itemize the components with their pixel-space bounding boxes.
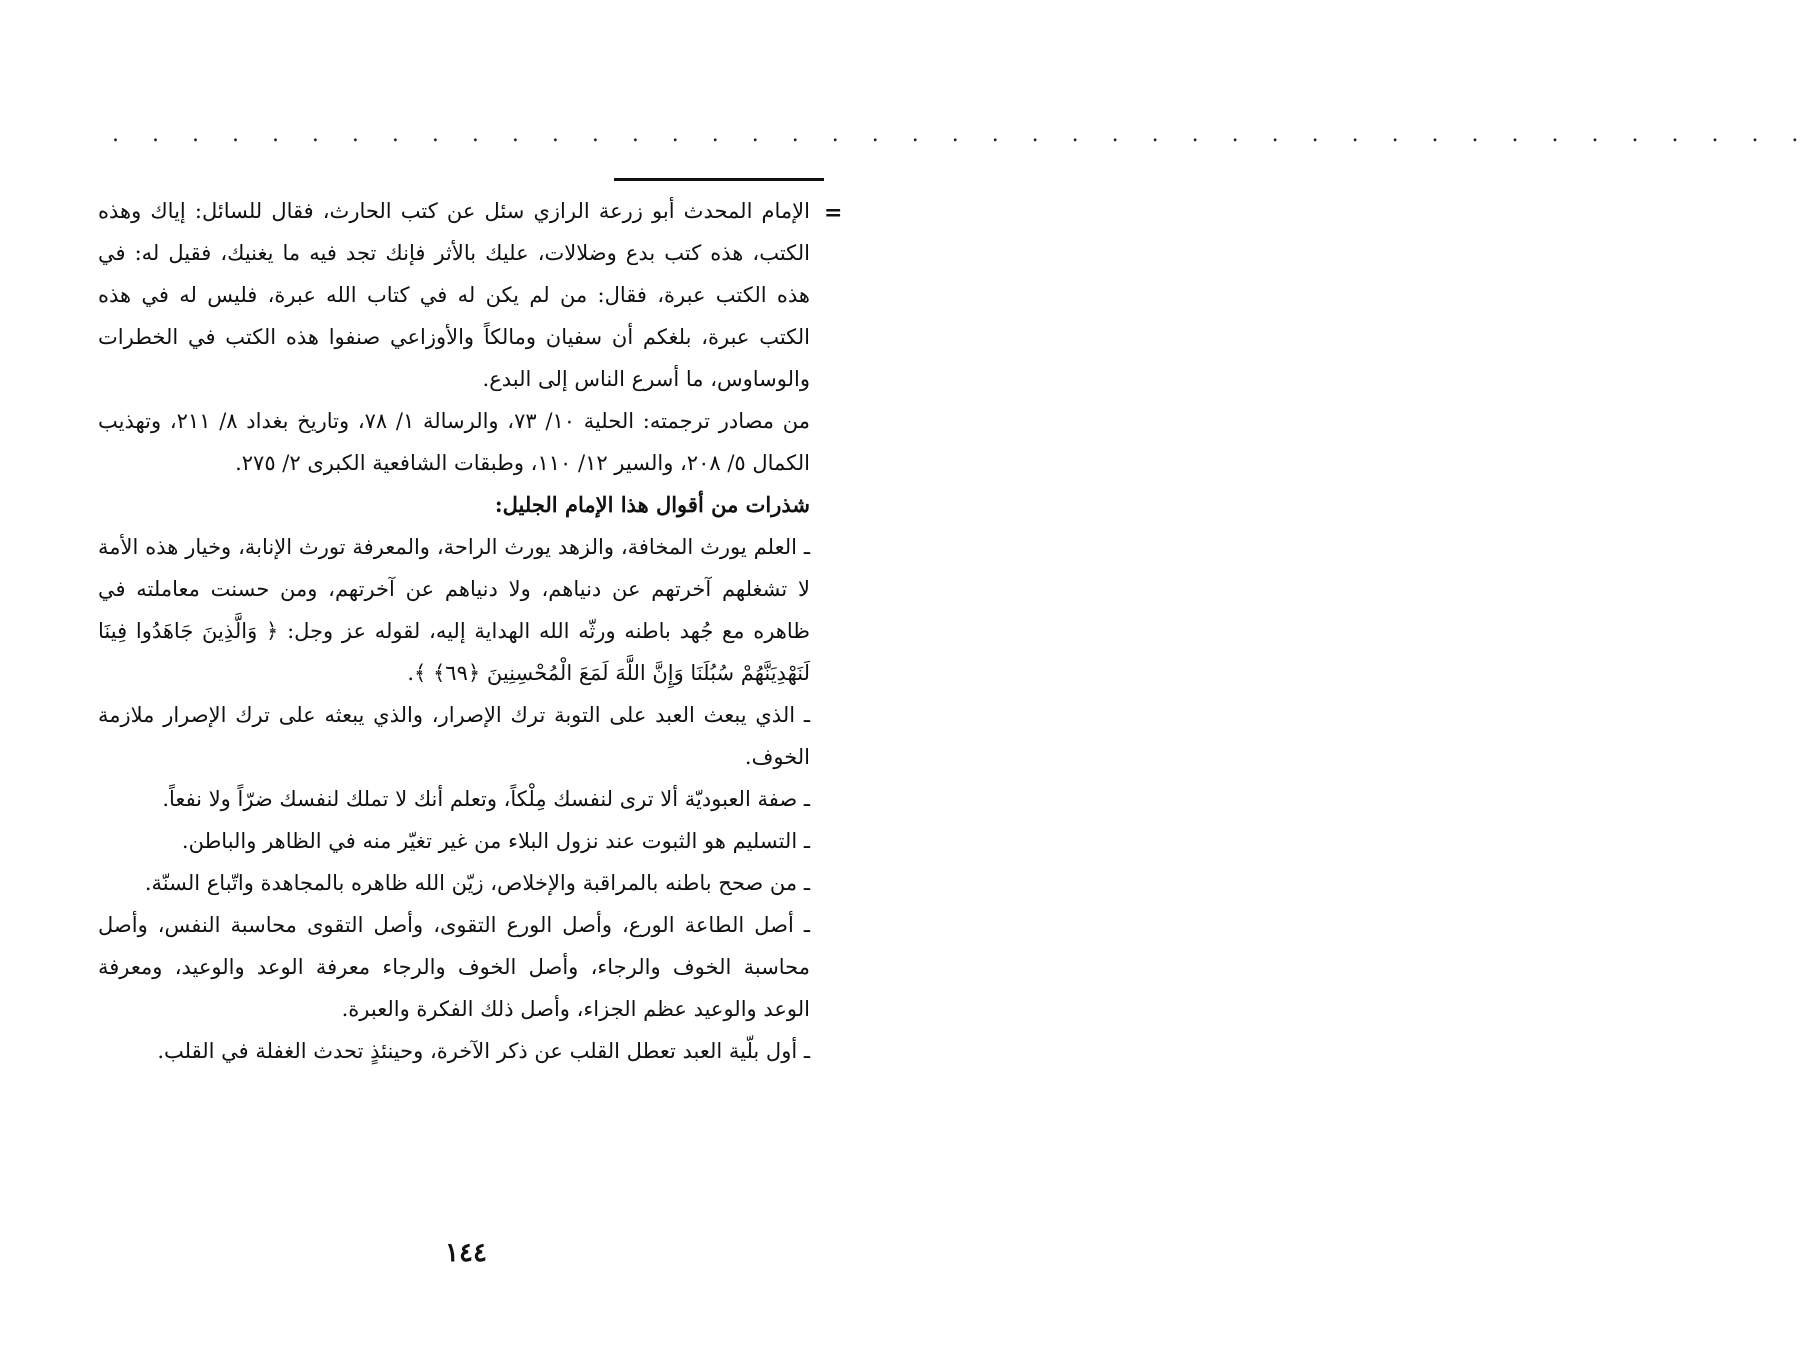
page-body-text [98, 190, 810, 1072]
footnote-paragraph: الإمام المحدث أبو زرعة الرازي سئل عن كتب الحارث، فقال للسائل: إياك وهذه الكتب، هذه كتب بدع وضلالات، عليك بالأثر فإنك تجد فيه ما يغنيك، فقيل له: في هذه الكتب عبرة، فقال: من لم يكن له في كتاب الله عبرة، فليس له في هذه الكتب عبرة، بلغكم أن سفيان ومالكاً والأوزاعي صنفوا هذه الكتب في الخطرات والوساوس، ما أسرع الناس إلى البدع. [98, 199, 810, 391]
saying-paragraph: ـ أول بلّية العبد تعطل القلب عن ذكر الآخرة، وحينئذٍ تحدث الغفلة في القلب. [157, 1039, 810, 1063]
sources-paragraph: من مصادر ترجمته: الحلية ١٠/ ٧٣، والرسالة ١/ ٧٨، وتاريخ بغداد ٨/ ٢١١، وتهذيب الكمال ٥/ ٢٠٨، والسير ١٢/ ١١٠، وطبقات الشافعية الكبرى ٢/ ٢٧٥. [98, 409, 810, 475]
saying-paragraph: ـ أصل الطاعة الورع، وأصل الورع التقوى، وأصل التقوى محاسبة النفس، وأصل محاسبة الخوف والرجاء، وأصل الخوف والرجاء معرفة الوعد والوعيد، ومعرفة الوعد والوعيد عظم الجزاء، وأصل ذلك الفكرة والعبرة. [98, 913, 810, 1021]
saying-paragraph: ـ الذي يبعث العبد على التوبة ترك الإصرار، والذي يبعثه على ترك الإصرار ملازمة الخوف. [98, 703, 810, 769]
saying-paragraph: ـ من صحح باطنه بالمراقبة والإخلاص، زيّن الله ظاهره بالمجاهدة واتّباع السنّة. [144, 871, 810, 895]
footnote-continuation-marker: = [824, 200, 843, 226]
saying-paragraph: ـ صفة العبوديّة ألا ترى لنفسك مِلْكاً، وتعلم أنك لا تملك لنفسك ضرّاً ولا نفعاً. [162, 787, 810, 811]
saying-paragraph: ـ التسليم هو الثبوت عند نزول البلاء من غير تغيّر منه في الظاهر والباطن. [181, 829, 810, 853]
saying-paragraph: ـ العلم يورث المخافة، والزهد يورث الراحة، والمعرفة تورث الإنابة، وخيار هذه الأمة لا تشغلهم آخرتهم عن دنياهم، ولا دنياهم عن آخرتهم، ومن حسنت معاملته في ظاهره مع جُهد باطنه ورثّه الله الهداية إليه، لقوله عز وجل: ﴿ وَالَّذِينَ جَاهَدُوا فِينَا لَنَهْدِيَنَّهُمْ سُبُلَنَا وَإِنَّ اللَّهَ لَمَعَ الْمُحْسِنِينَ ﴿٦٩﴾ ﴾. [98, 535, 810, 685]
section-heading: شذرات من أقوال هذا الإمام الجليل: [494, 492, 810, 517]
footnote-separator-rule [614, 178, 824, 181]
page-number: ١٤٤ [445, 1238, 487, 1268]
decorative-dotted-line: . . . . . . . . . . . . . . . . . . . . . . . . . . . . . . . . . . . . . . . . . . . [112, 122, 1811, 147]
